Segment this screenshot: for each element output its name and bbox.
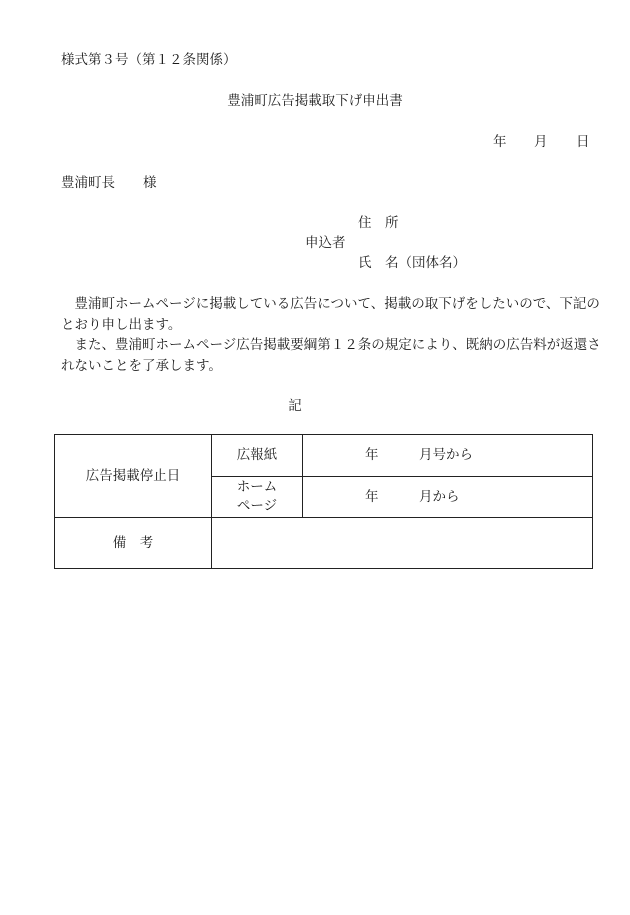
stop-date-table	[54, 434, 593, 569]
addressee	[61, 174, 157, 192]
date-day-label: 日	[576, 134, 590, 150]
newsletter-period-field[interactable]	[303, 435, 593, 477]
body-paragraph-1: 豊浦町ホームページに掲載している広告について、掲載の取下げをしたいので、下記のとおり申し出ます。	[61, 296, 600, 333]
homepage-year-label: 年	[365, 488, 379, 505]
homepage-label	[212, 477, 303, 518]
ki-heading: 記	[288, 398, 302, 414]
form-number: 様式第３号（第１２条関係）	[61, 52, 237, 68]
homepage-month-label: 月から	[419, 488, 460, 505]
date-month-label: 月	[534, 134, 548, 150]
homepage-period-field[interactable]	[303, 477, 593, 518]
body-paragraph-2: また、豊浦町ホームページ広告掲載要綱第１２条の規定により、既納の広告料が返還されないことを了承します。	[61, 337, 601, 374]
newsletter-month-label: 月号から	[419, 447, 473, 463]
homepage-label-line1: ホーム	[236, 479, 278, 495]
date-year-label: 年	[493, 134, 507, 150]
table-row	[55, 518, 593, 569]
remarks-field[interactable]	[212, 518, 593, 569]
applicant-name-label: 氏 名（団体名）	[358, 255, 466, 271]
homepage-label-line2: ページ	[236, 498, 278, 514]
addressee-name: 豊浦町長	[61, 175, 115, 191]
addressee-honorific: 様	[143, 175, 157, 191]
document-title: 豊浦町広告掲載取下げ申出書	[227, 93, 403, 109]
newsletter-year-label: 年	[365, 447, 379, 463]
applicant-label: 申込者	[305, 235, 346, 251]
newsletter-label: 広報紙	[212, 435, 303, 477]
remarks-label: 備 考	[55, 518, 212, 569]
stop-date-label: 広告掲載停止日	[55, 435, 212, 518]
table-row	[55, 435, 593, 477]
applicant-address-label: 住 所	[358, 215, 399, 231]
